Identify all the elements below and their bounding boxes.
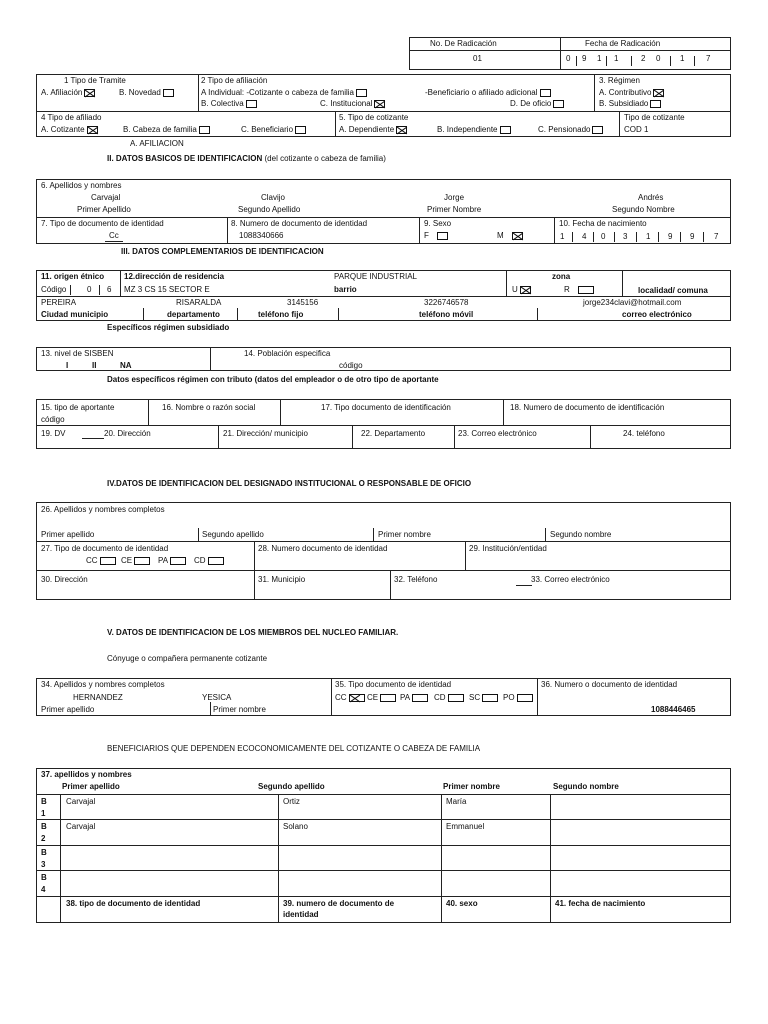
nac-d1: 4 (582, 232, 587, 241)
tipo-doc-label: 7. Tipo de documento de identidad (41, 219, 164, 228)
sexo-f-option[interactable]: F (424, 231, 448, 241)
conyuge-primer-nombre-caption: Primer nombre (213, 705, 266, 714)
col-segundo-apellido: Segundo apellido (258, 782, 325, 791)
contributivo-checkbox[interactable] (653, 89, 664, 97)
designado-pa-option[interactable]: PA (158, 556, 186, 566)
dv-label: 19. DV (41, 429, 66, 438)
conyuge-cc-checkbox[interactable] (349, 694, 365, 702)
cod-value: COD 1 (624, 125, 649, 134)
conyuge-po-checkbox[interactable] (517, 694, 533, 702)
tramite-label: 1 Tipo de Tramite (64, 76, 126, 85)
afiliacion-heading: A. AFILIACION (130, 139, 184, 148)
radicacion-fecha-label: Fecha de Radicación (585, 39, 661, 48)
beneficiario-adicional-option[interactable]: -Beneficiario o afiliado adicional (425, 88, 551, 98)
departamento-value: RISARALDA (176, 298, 222, 307)
num-doc-value: 1088340666 (239, 231, 284, 240)
novedad-option[interactable]: B. Novedad (119, 88, 174, 98)
zona-r-checkbox[interactable] (578, 286, 594, 294)
designado-correo-label: 33. Correo electrónico (531, 575, 610, 584)
tipo-cotizante-label-2: Tipo de cotizante (624, 113, 685, 122)
conyuge-tipo-doc-label: 35. Tipo documento de identidad (335, 680, 452, 689)
designado-tipo-doc-label: 27. Tipo de documento de identidad (41, 544, 169, 553)
designado-ce-option[interactable]: CE (121, 556, 150, 566)
subsidiado-option[interactable]: B. Subsidiado (599, 99, 661, 109)
col-primer-apellido: Primer apellido (62, 782, 120, 791)
radicacion-fecha-d3: 1 (614, 54, 619, 63)
correo-aportante-label: 23. Correo electrónico (458, 429, 537, 438)
razon-social-label: 16. Nombre o razón social (162, 403, 256, 412)
radicacion-no-value: 01 (473, 54, 482, 63)
beneficiario-nacimiento-label: 41. fecha de nacimiento (555, 899, 646, 908)
conyuge-nombres-label: 34. Apellidos y nombres completos (41, 680, 165, 689)
conyuge-cc-option[interactable]: CC (335, 693, 365, 703)
telefono-movil-value: 3226746578 (424, 298, 469, 307)
zona-r-option[interactable]: R (564, 285, 594, 295)
primer-nombre-caption: Primer Nombre (427, 205, 482, 214)
designado-direccion-label: 30. Dirección (41, 575, 88, 584)
direccion-label: 12.dirección de residencia (124, 272, 225, 281)
beneficiarios-heading: BENEFICIARIOS QUE DEPENDEN ECOCONOMICAMENTE DEL COTIZANTE O CABEZA DE FAMILIA (107, 744, 481, 753)
sexo-m-checkbox[interactable] (512, 232, 523, 240)
codigo-d1: 6 (107, 285, 112, 294)
table-row-segundo-apellido: Ortiz (283, 797, 300, 806)
section4-heading: IV.DATOS DE IDENTIFICACION DEL DESIGNADO INSTITUCIONAL O RESPONSABLE DE OFICIO (107, 479, 472, 488)
conyuge-apellido: HERNANDEZ (73, 693, 123, 702)
designado-segundo-nombre: Segundo nombre (550, 530, 612, 539)
conyuge-po-option[interactable]: PO (503, 693, 533, 703)
independiente-checkbox[interactable] (500, 126, 511, 134)
designado-cd-option[interactable]: CD (194, 556, 224, 566)
sexo-f-checkbox[interactable] (437, 232, 448, 240)
table-row-primer-apellido: Carvajal (66, 797, 96, 806)
telefono-fijo-label: teléfono fijo (258, 310, 304, 319)
designado-cc-checkbox[interactable] (100, 557, 116, 565)
designado-segundo-apellido: Segundo apellido (202, 530, 264, 539)
radicacion-fecha-d0: 0 (566, 54, 571, 63)
codigo-d0: 0 (87, 285, 92, 294)
designado-municipio-label: 31. Municipio (258, 575, 306, 584)
correo-value: jorge234clavi@hotmail.com (583, 298, 682, 307)
designado-nombres-label: 26. Apellidos y nombres completos (41, 505, 165, 514)
pensionado-option[interactable]: C. Pensionado (538, 125, 603, 135)
municipio-aportante-label: 21. Dirección/ municipio (223, 429, 308, 438)
table-row-b: B (41, 873, 47, 882)
table-row-primer-apellido: Carvajal (66, 822, 96, 831)
telefono-movil-label: teléfono móvil (419, 310, 474, 319)
sisben-level-na: NA (120, 361, 132, 370)
barrio-value: PARQUE INDUSTRIAL (334, 272, 417, 281)
designado-institucion-label: 29. Institución/entidad (469, 544, 547, 553)
designado-primer-nombre: Primer nombre (378, 530, 431, 539)
localidad-label: localidad/ comuna (638, 286, 708, 295)
designado-pa-checkbox[interactable] (170, 557, 186, 565)
segundo-nombre-caption: Segundo Nombre (612, 205, 675, 214)
conyuge-num-doc-label: 36. Numero o documento de identidad (541, 680, 678, 689)
designado-ce-checkbox[interactable] (134, 557, 150, 565)
designado-cc-option[interactable]: CC (86, 556, 116, 566)
nac-d3: 3 (623, 232, 628, 241)
num-doc-aportante-label: 18. Numero de documento de identificación (510, 403, 665, 412)
conyuge-primer-apellido-caption: Primer apellido (41, 705, 95, 714)
radicacion-fecha-d2: 1 (597, 54, 602, 63)
table-row-b: B (41, 797, 47, 806)
pensionado-checkbox[interactable] (592, 126, 603, 134)
tipo-doc-value: Cc (105, 231, 123, 242)
ciudad-value: PEREIRA (41, 298, 77, 307)
col-segundo-nombre: Segundo nombre (553, 782, 619, 791)
poblacion-codigo: código (339, 361, 363, 370)
telefono-aportante-label: 24. teléfono (623, 429, 665, 438)
conyuge-sc-checkbox[interactable] (482, 694, 498, 702)
table-row-b: B (41, 848, 47, 857)
beneficiario-adicional-checkbox[interactable] (540, 89, 551, 97)
segundo-apellido-value: Clavijo (261, 193, 286, 202)
table-row-n: 4 (41, 885, 46, 894)
individual-checkbox[interactable] (356, 89, 367, 97)
beneficiario-num-doc-label-1: 39. numero de documento de (283, 899, 395, 908)
sisben-level-2: II (92, 361, 97, 370)
departamento-label: departamento (167, 310, 220, 319)
primer-nombre-value: Jorge (444, 193, 465, 202)
de-oficio-checkbox[interactable] (553, 100, 564, 108)
radicacion-fecha-d1: 9 (582, 54, 587, 63)
cabeza-familia-checkbox[interactable] (199, 126, 210, 134)
barrio-label: barrio (334, 285, 357, 294)
colectiva-option[interactable]: B. Colectiva (201, 99, 257, 109)
contributivo-option[interactable]: A. Contributivo (599, 88, 664, 98)
conyuge-num-doc-value: 1088446465 (651, 705, 696, 714)
subsidiado-heading: Específicos régimen subsidiado (107, 323, 230, 332)
telefono-fijo-value: 3145156 (287, 298, 319, 307)
nac-d0: 1 (560, 232, 565, 241)
tipo-doc-aportante-label: 17. Tipo documento de identificación (321, 403, 451, 412)
afiliacion-option[interactable]: A. Afiliación (41, 88, 95, 98)
institucional-option[interactable]: C. Institucional (320, 99, 385, 109)
segundo-nombre-value: Andrés (638, 193, 664, 202)
nac-d6: 9 (690, 232, 695, 241)
designado-cd-checkbox[interactable] (208, 557, 224, 565)
nac-d7: 7 (714, 232, 719, 241)
section3-heading: III. DATOS COMPLEMENTARIOS DE IDENTIFICACION (121, 247, 324, 256)
conyuge-sc-option[interactable]: SC (469, 693, 498, 703)
table-row-primer-nombre: Emmanuel (446, 822, 485, 831)
table-row-segundo-apellido: Solano (283, 822, 308, 831)
conyuge-ce-checkbox[interactable] (380, 694, 396, 702)
beneficiario-num-doc-label-2: identidad (283, 910, 319, 919)
zona-u-checkbox[interactable] (520, 286, 531, 294)
nac-d4: 1 (646, 232, 651, 241)
regimen-label: 3. Régimen (599, 76, 640, 85)
subsidiado-checkbox[interactable] (650, 100, 661, 108)
tipo-aportante-codigo: código (41, 415, 65, 424)
individual-option[interactable]: A Individual: -Cotizante o cabeza de familia (201, 88, 367, 98)
nac-d2: 0 (601, 232, 606, 241)
apellidos-label: 6. Apellidos y nombres (41, 181, 122, 190)
table-row-n: 1 (41, 809, 46, 818)
colectiva-checkbox[interactable] (246, 100, 257, 108)
radicacion-no-label: No. De Radicación (430, 39, 497, 48)
beneficiario-sexo-label: 40. sexo (446, 899, 478, 908)
institucional-checkbox[interactable] (374, 100, 385, 108)
sexo-m-option[interactable]: M (497, 231, 523, 241)
cabeza-familia-option[interactable]: B. Cabeza de familia (123, 125, 210, 135)
table-row-n: 2 (41, 834, 46, 843)
cotizante-option[interactable]: A. Cotizante (41, 125, 98, 135)
cotizante-checkbox[interactable] (87, 126, 98, 134)
primer-apellido-value: Carvajal (91, 193, 121, 202)
num-doc-label: 8. Numero de documento de identidad (231, 219, 368, 228)
beneficiario-checkbox[interactable] (295, 126, 306, 134)
beneficiario-tipo-doc-label: 38. tipo de documento de identidad (66, 899, 201, 908)
tipo-afiliado-label: 4 Tipo de afiliado (41, 113, 102, 122)
codigo-label: Código (41, 285, 67, 294)
poblacion-label: 14. Población especifica (244, 349, 331, 358)
sisben-label: 13. nivel de SISBEN (41, 349, 114, 358)
conyuge-heading: Cónyuge o compañera permanente cotizante (107, 654, 268, 663)
sexo-label: 9. Sexo (424, 219, 452, 228)
dependiente-checkbox[interactable] (396, 126, 407, 134)
beneficiario-option[interactable]: C. Beneficiario (241, 125, 306, 135)
zona-label: zona (552, 272, 571, 281)
conyuge-ce-option[interactable]: CE (367, 693, 396, 703)
designado-primer-apellido: Primer apellido (41, 530, 95, 539)
tributo-heading: Datos específicos régimen con tributo (datos del empleador o de otro tipo de aportante (107, 375, 439, 384)
origen-label: 11. origen étnico (41, 272, 105, 281)
zona-u-option[interactable]: U (512, 285, 531, 295)
radicacion-fecha-d5: 0 (656, 54, 661, 63)
conyuge-pa-option[interactable]: PA (400, 693, 428, 703)
correo-label: correo electrónico (622, 310, 692, 319)
segundo-apellido-caption: Segundo Apellido (238, 205, 301, 214)
table-row-primer-nombre: María (446, 797, 467, 806)
ciudad-label: Ciudad municipio (41, 310, 109, 319)
designado-num-doc-label: 28. Numero documento de identidad (258, 544, 388, 553)
tipo-aportante-label: 15. tipo de aportante (41, 403, 115, 412)
dependiente-option[interactable]: A. Dependiente (339, 125, 407, 135)
conyuge-nombre: YESICA (202, 693, 232, 702)
sisben-level-1: I (66, 361, 69, 370)
sisben-box (36, 347, 731, 371)
de-oficio-option[interactable]: D. De oficio (510, 99, 564, 109)
direccion-aportante-label: 20. Dirección (104, 429, 151, 438)
afiliacion-checkbox[interactable] (84, 89, 95, 97)
independiente-option[interactable]: B. Independiente (437, 125, 511, 135)
conyuge-cd-checkbox[interactable] (448, 694, 464, 702)
col-primer-nombre: Primer nombre (443, 782, 500, 791)
conyuge-cd-option[interactable]: CD (434, 693, 464, 703)
conyuge-pa-checkbox[interactable] (412, 694, 428, 702)
section5-heading: V. DATOS DE IDENTIFICACION DE LOS MIEMBROS DEL NUCLEO FAMILIAR. (107, 628, 399, 637)
designado-telefono-label: 32. Teléfono (394, 575, 438, 584)
tipo-afiliacion-label: 2 Tipo de afiliación (201, 76, 268, 85)
direccion-value: MZ 3 CS 15 SECTOR E (124, 285, 210, 294)
primer-apellido-caption: Primer Apellido (77, 205, 131, 214)
radicacion-fecha-d6: 1 (680, 54, 685, 63)
section2-heading: II. DATOS BASICOS DE IDENTIFICACION (del cotizante o cabeza de familia) (107, 154, 386, 163)
table-row-b: B (41, 822, 47, 831)
departamento-aportante-label: 22. Departamento (361, 429, 426, 438)
tipo-cotizante-label: 5. Tipo de cotizante (339, 113, 409, 122)
beneficiarios-nombres-label: 37. apellidos y nombres (41, 770, 132, 779)
radicacion-fecha-d4: 2 (641, 54, 646, 63)
radicacion-fecha-d7: 7 (706, 54, 711, 63)
table-row-n: 3 (41, 860, 46, 869)
nac-d5: 9 (668, 232, 673, 241)
novedad-checkbox[interactable] (163, 89, 174, 97)
nacimiento-label: 10. Fecha de nacimiento (559, 219, 647, 228)
